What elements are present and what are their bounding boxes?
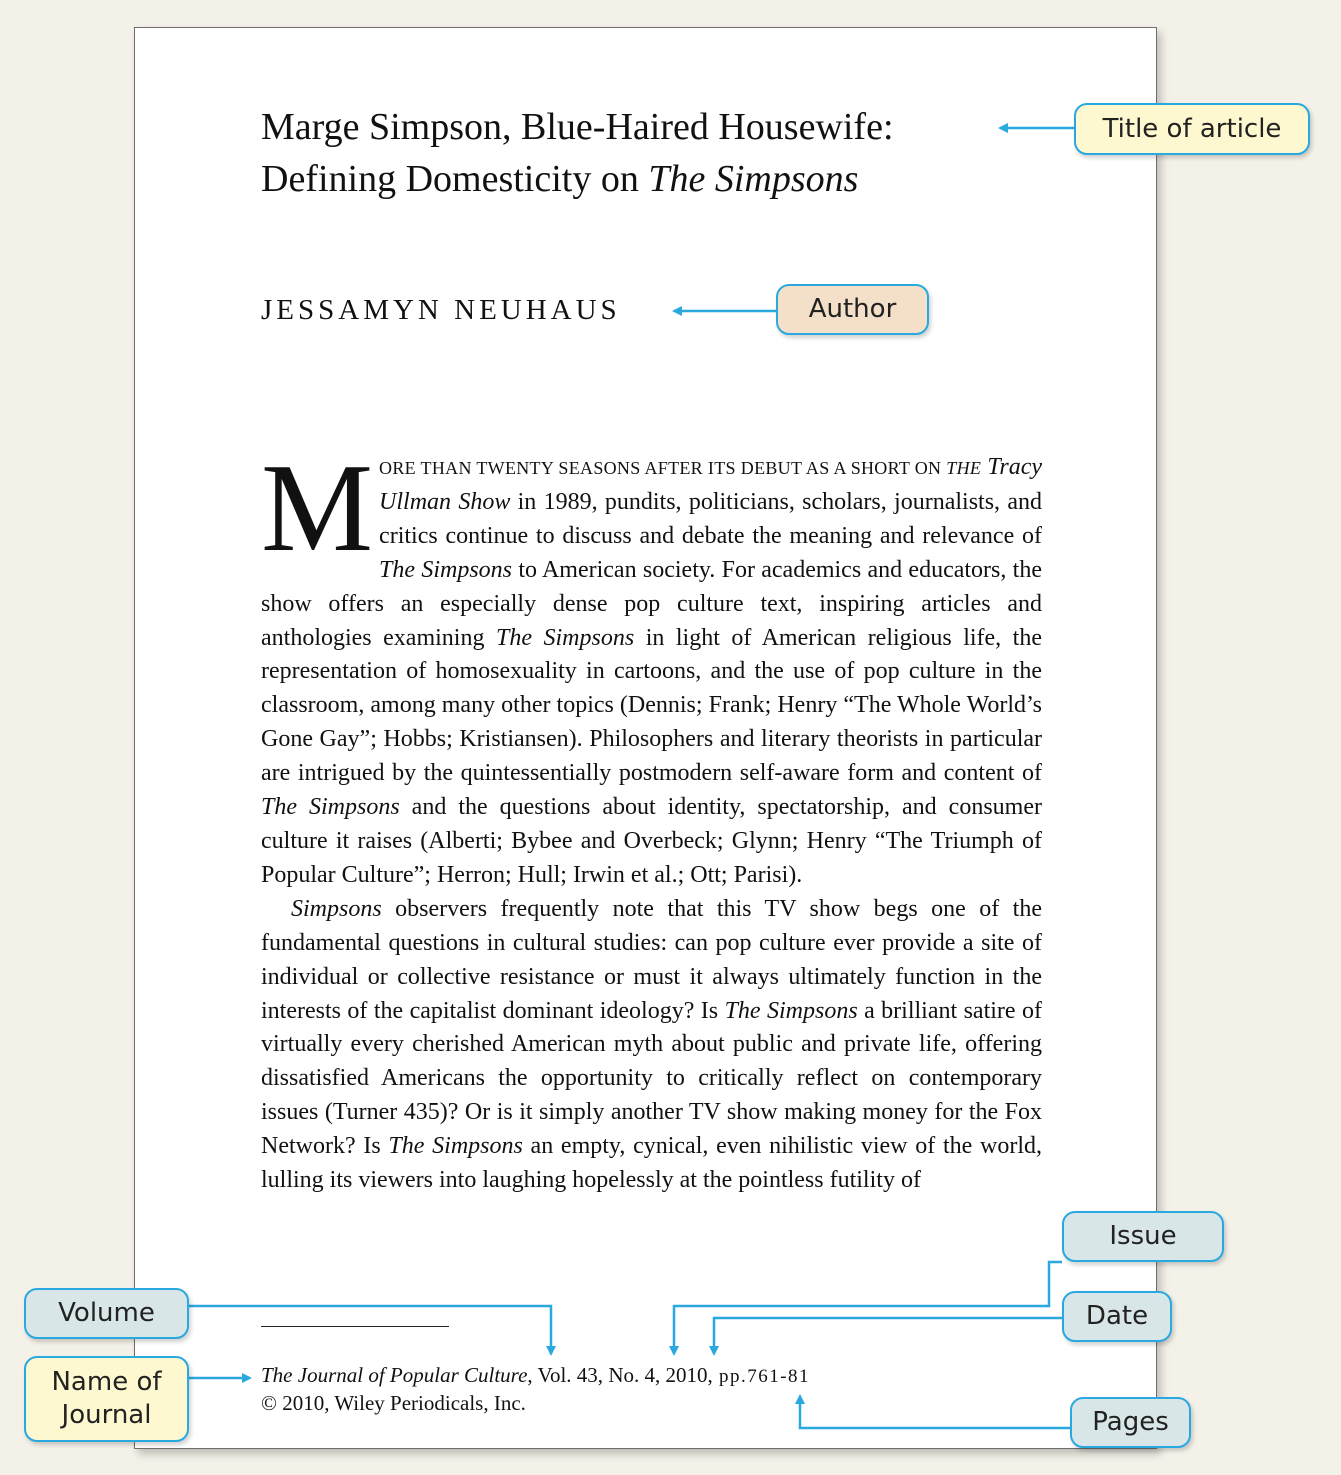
callout-issue: Issue — [1062, 1211, 1224, 1262]
article-title-line1: Marge Simpson, Blue-Haired Housewife: — [261, 106, 894, 148]
journal-name: The Journal of Popular Culture — [261, 1363, 528, 1387]
italic-text: The Simpsons — [388, 1133, 523, 1160]
italic-text: The Simpsons — [261, 794, 400, 821]
issue-arrow — [674, 1262, 1062, 1354]
body-text-run: ORE THAN TWENTY SEASONS AFTER ITS DEBUT AS A SHORT ON — [379, 458, 947, 478]
copyright-line: © 2010, Wiley Periodicals, Inc. — [261, 1391, 526, 1415]
article-title-line2: Defining Domesticity on — [261, 158, 649, 200]
italic-text: Simpsons — [291, 895, 382, 922]
date-arrow — [714, 1318, 1062, 1354]
callout-volume: Volume — [24, 1288, 189, 1339]
citation-pages: pp.761-81 — [712, 1366, 811, 1387]
callout-pages: Pages — [1070, 1397, 1191, 1448]
callout-author: Author — [776, 284, 929, 335]
drop-cap: M — [261, 439, 374, 578]
citation-date: 2010, — [660, 1363, 713, 1387]
article-title-italic: The Simpsons — [648, 158, 859, 200]
callout-journal: Name of Journal — [24, 1356, 189, 1442]
italic-text: The Simpsons — [495, 624, 635, 651]
body-text-run: in 1989, pundits, politicians, scholars, journalists, and critics continue to discuss and debate the meaning and relevance of — [379, 488, 1042, 549]
callout-date: Date — [1062, 1291, 1172, 1342]
body-text-run: in light of American religious life, the representation of homosexuality in cartoons, and the use of pop culture in the classroom, among many other topics (Dennis; Frank; Henry “The Whole World’s Gone Gay”; Hobbs; Kristiansen). Philosophers and literary theorists in particular are intrigued by the quintessentially postmodern self-aware form and content of — [261, 624, 1042, 787]
article-author: JESSAMYN NEUHAUS — [261, 294, 621, 326]
italic-text: THE — [946, 458, 982, 478]
body-text-run: an empty, cynical, even nihilistic view of the world, lulling its viewers into laughing hopelessly at the pointless futility of — [261, 1133, 1042, 1194]
body-text-run: and the questions about identity, spectatorship, and consumer culture it raises (Alberti; Bybee and Overbeck; Glynn; Henry “The Triumph of Popular Culture”; Herron; Hull; Irwin et al.; Ott; Parisi). — [261, 794, 1042, 888]
italic-text: The Simpsons — [724, 997, 858, 1024]
italic-text: Tracy Ullman Show — [379, 454, 1042, 515]
body-text-run: observers frequently note that this TV show begs one of the fundamental questions in cultural studies: can pop culture ever provide a site of individual or collective resistance or must it always ultimately function in the interests of the capitalist dominant ideology? Is — [261, 895, 1042, 1024]
callout-title: Title of article — [1074, 103, 1310, 155]
italic-text: The Simpsons — [379, 556, 513, 583]
volume-arrow — [189, 1306, 551, 1354]
citation-volume: , Vol. 43, — [527, 1363, 604, 1387]
citation-issue: No. 4, — [603, 1363, 661, 1387]
body-text-run: a brilliant satire of virtually every cherished American myth about public and private life, offering dissatisfied Americans the opportunity to critically reflect on contemporary issues (Turner 435)? Or is it simply another TV show making money for the Fox Network? Is — [261, 997, 1042, 1160]
pages-arrow — [800, 1396, 1070, 1428]
body-text-run: to American society. For academics and educators, the show offers an especially dense pop culture text, inspiring articles and anthologies examining — [261, 556, 1042, 651]
